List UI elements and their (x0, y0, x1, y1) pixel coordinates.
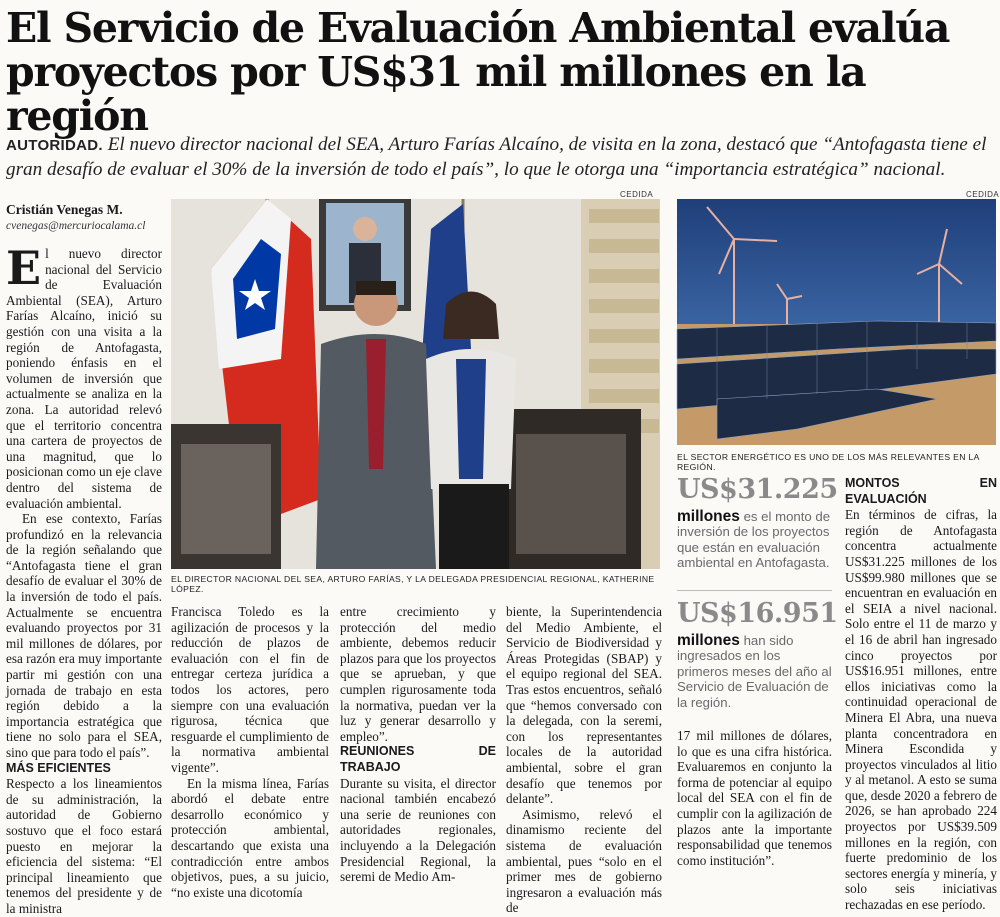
column-6 (845, 476, 997, 913)
figure-2-value: US$16.951 (677, 598, 838, 629)
photo-officials-image (171, 199, 660, 569)
author-email: cvenegas@mercuriocalama.cl (6, 220, 146, 232)
col4-paragraph-1: biente, la Superintendencia del Medio Ambiente, el Servicio de Biodiversidad y Áreas Protegidas (SBAP) y el equipo regional del SEA. Tras estos encuentros, señaló que “hemos conversado con la delegada, con la seremi, con los representantes locales de la autoridad ambiental, sobre el gran desafío que tenemos por delante”. (506, 604, 662, 807)
col2-paragraph-1: Francisca Toledo es la agilización de procesos y la reducción de plazos de evaluación con el fin de entregar certeza jurídica a todos los actores, pero siempre con una evaluación rigurosa, técnica que resguarde el cumplimiento de la normativa ambiental vigente”. (171, 604, 329, 775)
col4-paragraph-2: Asimismo, relevó el dinamismo reciente del sistema de evaluación ambiental, pues “solo en el primer mes de gobierno ingresaron a evaluación más de (506, 806, 662, 916)
col1-paragraph-3: Respecto a los lineamientos de su administración, la autoridad de Gobierno sostuvo que el foco estará puesto en mejorar la eficiencia del sistema: “El principal lineamiento que tenemos del presidente y de la ministra (6, 776, 162, 916)
column-4 (506, 604, 662, 916)
photo1-caption: EL DIRECTOR NACIONAL DEL SEA, ARTURO FARÍAS, Y LA DELEGADA PRESIDENCIAL REGIONAL, KATHERINE LÓPEZ. (171, 574, 655, 594)
figure-box-2 (677, 598, 838, 710)
col5-paragraph-1: 17 mil millones de dólares, lo que es una cifra histórica. Evaluaremos en conjunto la forma de potenciar al equipo local del SEA con el fin de cumplir con la agilización de plazos ante la importante responsabilidad que tenemos como institución”. (677, 728, 832, 868)
col1-paragraph-2: En ese contexto, Farías profundizó en la relevancia de la región señalando que “Antofagasta tiene el gran desafío de evaluar el 30% de la inversión de todo el país. Actualmente se encuentra evaluando proyectos por 31 mil millones de dólares, por esa razón era muy importante partir mi gestión con una jornada de trabajo en esta región debido a la importancia estratégica que tiene no solo para el SEA, sino que para todo el país”. (6, 511, 162, 760)
subhead-mas-eficientes: MÁS EFICIENTES (6, 760, 111, 775)
photo-solar-wind-image (677, 199, 996, 445)
lead-text: El nuevo director nacional del SEA, Arturo Farías Alcaíno, de visita en la zona, destacó que “Antofagasta tiene el gran desafío de evaluar el 30% de la inversión de todo el país”, lo que le otorga una “importancia estratégica” nacional. (6, 134, 987, 180)
figure-2-text: han sido ingresados en los primeros meses del año al Servicio de Evaluación de la región. (677, 633, 832, 710)
photo1-credit: CEDIDA (620, 190, 654, 199)
col3-paragraph-2: Durante su visita, el director nacional también encabezó una serie de reuniones con autoridades regionales, incluyendo a la Delegación Presidencial Regional, la seremi de Medio Am- (340, 775, 496, 885)
drop-cap: E (6, 241, 42, 295)
column-5 (677, 728, 832, 868)
figure-divider (677, 590, 832, 591)
headline: El Servicio de Evaluación Ambiental evalúa proyectos por US$31 mil millones en la región (6, 4, 950, 140)
figure-box-1 (677, 474, 838, 571)
col2-paragraph-2: En la misma línea, Farías abordó el debate entre desarrollo económico y protección ambiental, descartando que exista una contradicción entre ambos objetivos, pues, a su juicio, “no existe una dicotomía (171, 775, 329, 900)
author-name: Cristián Venegas M. (6, 202, 123, 217)
photo-officials (171, 199, 660, 569)
col3-paragraph-1: entre crecimiento y protección del medio ambiente, debemos reducir plazos para que los proyectos que se aprueban, y que cumplen rigurosamente toda la normativa, puedan ver la luz y generar desarrollo y empleo”. (340, 604, 496, 744)
subhead-reuniones: REUNIONES DE TRABAJO (340, 744, 496, 774)
photo2-credit: CEDIDA (966, 190, 1000, 199)
col1-paragraph-1: l nuevo director nacional del Servicio de Evaluación Ambiental (SEA), Arturo Farías Alcaíno, inició su gestión con una visita a la región de Antofagasta, poniendo énfasis en el volumen de inversión que actualmente se analiza en la zona. La autoridad relevó que el territorio concentra una cartera de proyectos de una magnitud, que lo posicionan como un eje clave dentro del sistema de evaluación ambiental. (6, 246, 162, 511)
figure-1-value: US$31.225 (677, 474, 838, 505)
col6-paragraph-1: En términos de cifras, la región de Antofagasta concentra actualmente US$31.225 millones de los US$99.980 millones que se encuentran en evaluación en el SEIA a nivel nacional. Solo entre el 11 de marzo y el 16 de abril han ingresado cinco proyectos por US$16.951 millones, entre ellos iniciativas como la continuidad operacional de Minera El Abra, una nueva planta concentradora en Minera Escondida y proyectos vinculados al litio y al metanol. A esto se suma que, desde 2020 a febrero de 2026, se han aprobado 224 proyectos por US$39.509 millones en la región, con fuerte predominio de los sectores energía y minería, y solo seis iniciativas rechazadas en ese período. (845, 507, 997, 913)
photo2-caption: EL SECTOR ENERGÉTICO ES UNO DE LOS MÁS RELEVANTES EN LA REGIÓN. (677, 452, 980, 472)
lead-tag: AUTORIDAD. (6, 137, 103, 154)
column-1 (6, 241, 162, 916)
figure-1-unit: millones (677, 508, 740, 525)
column-2 (171, 604, 329, 900)
subhead-montos: MONTOS EN EVALUACIÓN (845, 476, 997, 506)
photo-solar-wind (677, 199, 996, 445)
figure-1-text: es el monto de inversión de los proyectos que están en evaluación ambiental en Antofagasta. (677, 509, 831, 571)
lead-paragraph (6, 133, 994, 182)
column-3 (340, 604, 496, 885)
figure-2-unit: millones (677, 632, 740, 649)
